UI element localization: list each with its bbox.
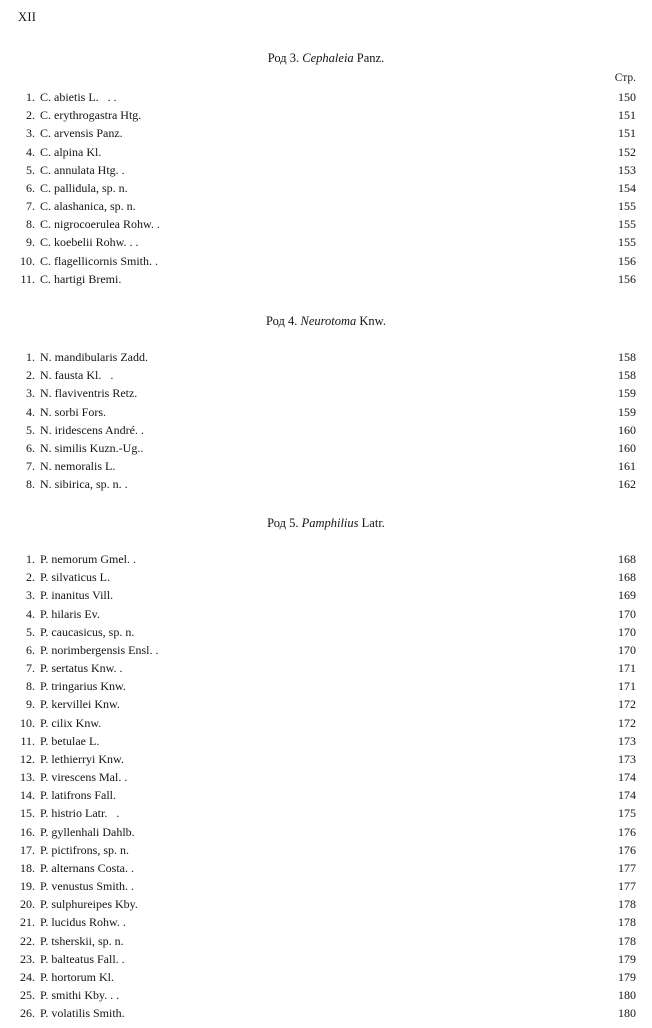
entry-number: 7. [26, 661, 35, 676]
species-name: C. arvensis Panz. [40, 126, 123, 141]
entry-number: 6. [26, 440, 35, 455]
entry-number: 21. [20, 915, 35, 930]
species-entry [0, 641, 652, 659]
species-name: N. fausta Kl. . [40, 368, 114, 383]
page-ref: 151 [618, 126, 636, 141]
species-name: P. virescens Mal. . [40, 770, 128, 785]
species-name: P. sertatus Knw. . [40, 661, 123, 676]
entry-number: 11. [20, 271, 35, 286]
genus-heading [0, 313, 652, 330]
species-entry [0, 475, 652, 493]
entry-number: 18. [20, 860, 35, 875]
page-ref: 159 [618, 386, 636, 401]
genus-prefix: Род 4. [265, 314, 298, 328]
entry-number: 8. [26, 217, 35, 232]
species-name: N. sorbi Fors. [40, 404, 107, 419]
species-entry [0, 659, 652, 677]
page-ref: 158 [618, 350, 636, 364]
page-ref: 155 [618, 217, 636, 232]
page-ref: 174 [618, 788, 636, 803]
genus-prefix: Род 5. [267, 516, 299, 530]
entry-number: 9. [26, 235, 35, 250]
page-ref: 150 [618, 90, 636, 104]
entry-number: 3. [26, 126, 35, 141]
species-name: N. similis Kuzn.-Ug.. [40, 440, 144, 455]
page-ref: 155 [618, 199, 636, 214]
page-ref: 169 [618, 588, 636, 603]
species-name: N. sibirica, sp. n. . [40, 477, 128, 492]
species-list [0, 550, 652, 1022]
entry-number: 9. [26, 697, 35, 712]
entry-number: 4. [26, 144, 35, 159]
entry-number: 7. [26, 199, 35, 214]
entry-number: 19. [20, 879, 35, 894]
page-ref: 162 [618, 477, 636, 492]
species-entry [0, 252, 652, 270]
species-entry [0, 895, 652, 913]
entry-number: 17. [20, 842, 35, 857]
species-entry [0, 804, 652, 822]
page-ref: 178 [618, 897, 636, 912]
species-name: P. norimbergensis Ensl. . [40, 642, 159, 657]
species-entry [0, 366, 652, 384]
page-ref: 160 [618, 440, 636, 455]
entry-number: 13. [20, 770, 35, 785]
entry-number: 3. [26, 588, 35, 603]
species-name: P. balteatus Fall. . [40, 951, 125, 966]
entry-number: 6. [26, 642, 35, 657]
species-entry [0, 384, 652, 402]
species-entry [0, 950, 652, 968]
genus-author: Panz. [356, 51, 385, 65]
species-name: P. betulae L. [40, 733, 100, 748]
species-name: C. koebelii Rohw. . . [40, 235, 139, 250]
species-name: P. tsherskii, sp. n. [40, 933, 124, 948]
entry-number: 23. [20, 951, 35, 966]
species-name: P. sulphureipes Kby. [40, 897, 138, 912]
entry-number: 20. [20, 897, 35, 912]
genus-section-neurotoma [0, 313, 652, 493]
genus-author: Knw. [359, 314, 387, 328]
species-name: C. pallidula, sp. n. [40, 180, 128, 195]
species-entry [0, 197, 652, 215]
entry-number: 10. [20, 253, 35, 268]
entry-number: 12. [20, 751, 35, 766]
species-entry [0, 695, 652, 713]
page-ref: 175 [618, 806, 636, 821]
species-name: C. hartigi Bremi. [40, 271, 122, 286]
species-entry [0, 270, 652, 288]
page-ref: 176 [618, 842, 636, 857]
entry-number: 6. [26, 180, 35, 195]
genus-prefix: Род 3. [267, 51, 300, 65]
species-entry [0, 732, 652, 750]
page-ref: 156 [618, 271, 636, 286]
species-name: P. volatilis Smith. [40, 1006, 125, 1021]
species-name: P. alternans Costa. . [40, 860, 134, 875]
species-entry [0, 124, 652, 142]
entry-number: 5. [26, 162, 35, 177]
species-name: C. flagellicornis Smith. . [40, 253, 158, 268]
entry-number: 24. [20, 969, 35, 984]
species-entry [0, 823, 652, 841]
species-entry [0, 106, 652, 124]
species-entry [0, 161, 652, 179]
species-entry [0, 714, 652, 732]
page-ref: 172 [618, 697, 636, 712]
genus-section-pamphilius [0, 515, 652, 1022]
species-entry [0, 143, 652, 161]
species-name: P. silvaticus L. [40, 570, 111, 585]
species-name: N. flaviventris Retz. [40, 386, 138, 401]
species-name: P. tringarius Knw. [40, 679, 126, 694]
entry-number: 22. [20, 933, 35, 948]
page-ref: 177 [618, 879, 636, 894]
species-entry [0, 750, 652, 768]
species-name: C. alpina Kl. [40, 144, 102, 159]
page-ref: 153 [618, 162, 636, 177]
species-name: P. hilaris Ev. [40, 606, 100, 621]
entry-number: 2. [26, 108, 35, 123]
page-ref: 156 [618, 253, 636, 268]
entry-number: 2. [26, 368, 35, 383]
species-name: P. kervillei Knw. [40, 697, 120, 712]
entry-number: 15. [20, 806, 35, 821]
page-ref: 154 [618, 180, 636, 195]
page-column-header: Стр. [614, 72, 636, 84]
species-name: P. hortorum Kl. [40, 969, 115, 984]
page-ref: 180 [618, 1006, 636, 1021]
species-entry [0, 88, 652, 106]
species-name: P. venustus Smith. . [40, 879, 135, 894]
species-entry [0, 932, 652, 950]
entry-number: 10. [20, 715, 35, 730]
species-entry [0, 859, 652, 877]
genus-author: Latr. [361, 516, 385, 530]
page-ref: 174 [618, 770, 636, 785]
page-ref: 151 [618, 108, 636, 123]
species-entry [0, 1004, 652, 1022]
page-ref: 177 [618, 860, 636, 875]
species-name: P. smithi Kby. . . [40, 988, 120, 1003]
page-ref: 176 [618, 824, 636, 839]
entry-number: 5. [26, 624, 35, 639]
page-ref: 161 [618, 459, 636, 474]
species-entry [0, 841, 652, 859]
species-entry [0, 457, 652, 475]
species-name: C. abietis L. . . [40, 90, 117, 104]
genus-name: Neurotoma [300, 314, 357, 328]
entry-number: 25. [20, 988, 35, 1003]
page-ref: 170 [618, 606, 636, 621]
page-number: XII [18, 10, 37, 24]
species-name: P. caucasicus, sp. n. [40, 624, 135, 639]
page-ref: 158 [618, 368, 636, 383]
entry-number: 4. [26, 404, 35, 419]
entry-number: 11. [20, 733, 35, 748]
genus-name: Cephaleia [302, 51, 354, 65]
genus-heading [0, 515, 652, 532]
page-ref: 172 [618, 715, 636, 730]
species-entry [0, 439, 652, 457]
entry-number: 1. [26, 90, 35, 104]
species-entry [0, 568, 652, 586]
species-name: C. alashanica, sp. n. [40, 199, 136, 214]
entry-number: 4. [26, 606, 35, 621]
species-name: P. cilix Knw. [40, 715, 102, 730]
species-entry [0, 348, 652, 366]
species-entry [0, 179, 652, 197]
entry-number: 1. [26, 552, 35, 566]
species-name: C. nigrocoerulea Rohw. . [40, 217, 160, 232]
species-entry [0, 768, 652, 786]
page-ref: 170 [618, 624, 636, 639]
entry-number: 16. [20, 824, 35, 839]
page-ref: 178 [618, 933, 636, 948]
species-list [0, 88, 652, 288]
species-name: N. iridescens André. . [40, 422, 144, 437]
species-entry [0, 233, 652, 251]
entry-number: 2. [26, 570, 35, 585]
species-name: N. mandibularis Zadd. [40, 350, 148, 364]
page-ref: 171 [618, 679, 636, 694]
entry-number: 5. [26, 422, 35, 437]
species-name: N. nemoralis L. [40, 459, 116, 474]
species-entry [0, 421, 652, 439]
species-entry [0, 623, 652, 641]
entry-number: 26. [20, 1006, 35, 1021]
species-name: P. pictifrons, sp. n. [40, 842, 130, 857]
species-entry [0, 403, 652, 421]
page-ref: 155 [618, 235, 636, 250]
page-ref: 160 [618, 422, 636, 437]
species-name: C. erythrogastra Htg. [40, 108, 142, 123]
species-entry [0, 913, 652, 931]
species-entry [0, 215, 652, 233]
page-ref: 168 [618, 552, 636, 566]
genus-section-cephaleia [0, 50, 652, 288]
species-entry [0, 968, 652, 986]
entry-number: 8. [26, 477, 35, 492]
genus-heading [0, 50, 652, 67]
entry-number: 8. [26, 679, 35, 694]
species-entry [0, 677, 652, 695]
entry-number: 7. [26, 459, 35, 474]
genus-name: Pamphilius [301, 516, 359, 530]
species-name: P. inanitus Vill. [40, 588, 114, 603]
page-ref: 179 [618, 951, 636, 966]
species-name: P. gyllenhali Dahlb. [40, 824, 135, 839]
page-ref: 180 [618, 988, 636, 1003]
page-ref: 159 [618, 404, 636, 419]
species-entry [0, 786, 652, 804]
species-list [0, 348, 652, 493]
species-entry [0, 877, 652, 895]
page-ref: 173 [618, 751, 636, 766]
page-ref: 178 [618, 915, 636, 930]
page-ref: 168 [618, 570, 636, 585]
species-name: P. lethierryi Knw. [40, 751, 124, 766]
species-entry [0, 586, 652, 604]
species-entry [0, 550, 652, 568]
entry-number: 14. [20, 788, 35, 803]
page-ref: 152 [618, 144, 636, 159]
entry-number: 1. [26, 350, 35, 364]
page-ref: 173 [618, 733, 636, 748]
species-name: P. latifrons Fall. [40, 788, 117, 803]
species-name: C. annulata Htg. . [40, 162, 125, 177]
species-entry [0, 605, 652, 623]
page-ref: 171 [618, 661, 636, 676]
species-name: P. histrio Latr. . [40, 806, 120, 821]
page-ref: 170 [618, 642, 636, 657]
entry-number: 3. [26, 386, 35, 401]
species-name: P. lucidus Rohw. . [40, 915, 126, 930]
species-name: P. nemorum Gmel. . [40, 552, 136, 566]
species-entry [0, 986, 652, 1004]
page-ref: 179 [618, 969, 636, 984]
